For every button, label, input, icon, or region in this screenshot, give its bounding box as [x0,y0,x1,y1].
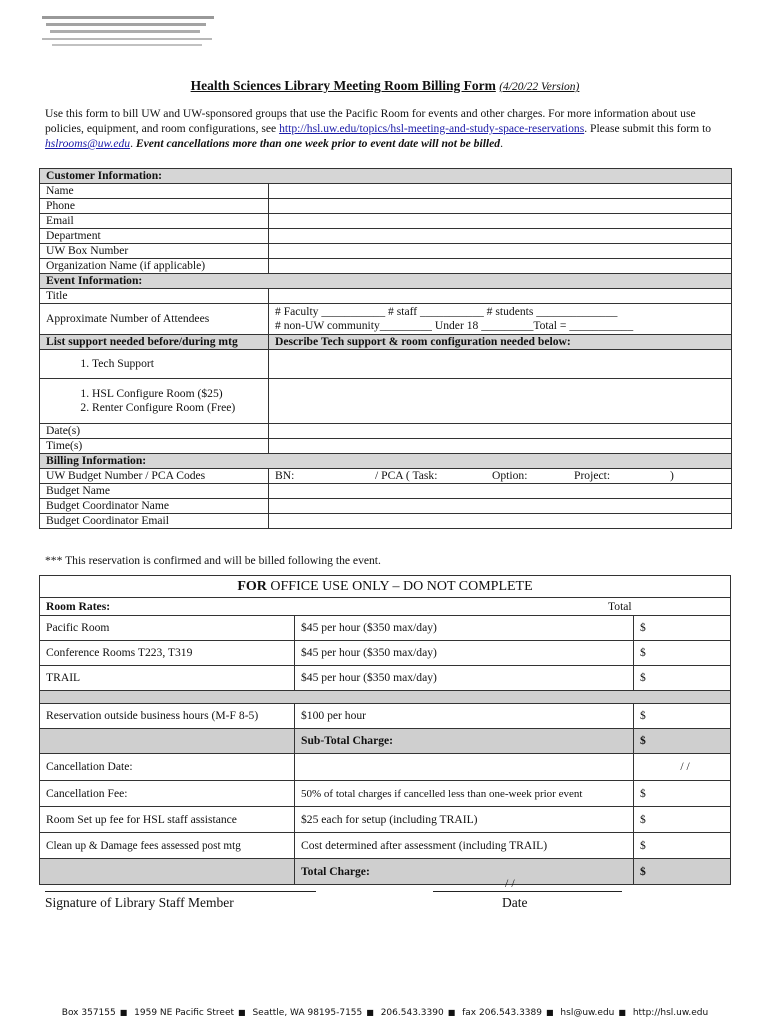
project-label: Project: [574,469,611,482]
total-blank [40,859,295,885]
room-rates-header: Room Rates: [46,599,111,613]
cancel-date-blank [295,754,634,781]
rates-table [39,597,731,885]
reservation-link[interactable]: http://hsl.uw.edu/topics/hsl-meeting-and-study-space-reservations [279,122,585,135]
email-field[interactable] [269,214,732,229]
office-bold: FOR [237,579,267,594]
outside-hours-label: Reservation outside business hours (M-F 8-5) [40,704,295,729]
department-field[interactable] [269,229,732,244]
confirmation-note: *** This reservation is confirmed and will be billed following the event. [45,554,381,567]
box-number-field[interactable] [269,244,732,259]
dates-label: Date(s) [40,424,269,439]
request-table [39,168,732,529]
footer-phone: 206.543.3390 [380,1008,444,1018]
attendees-line-1: # Faculty ___________ # staff ___________ # students ______________ [275,305,618,318]
setup-fee-amount[interactable]: $ [634,807,731,833]
intro-text-4: . [500,137,503,150]
form-version: (4/20/22 Version) [499,81,580,93]
attendees-line-2: # non-UW community_________ Under 18 _________Total = ___________ [275,319,634,332]
setup-fee-rate: $25 each for setup (including TRAIL) [295,807,634,833]
name-field[interactable] [269,184,732,199]
trail-amount[interactable]: $ [634,666,731,691]
phone-label: Phone [40,199,269,214]
budget-name-label: Budget Name [40,484,269,499]
times-label: Time(s) [40,439,269,454]
date-label: Date [502,895,528,910]
times-field[interactable] [269,439,732,454]
title-field[interactable] [269,289,732,304]
footer: Box 357155 ■ 1959 NE Pacific Street ■ Seattle, WA 98195-7155 ■ 206.543.3390 ■ fax 206.543.3389 ■ hsl@uw.edu ■ http://hsl.uw.edu [61,1008,709,1018]
tech-support-item: 1. Tech Support [92,357,268,371]
tech-support-field[interactable] [269,350,732,379]
total-charge-label: Total Charge: [295,859,634,885]
date-fill: / / [505,876,515,890]
box-number-label: UW Box Number [40,244,269,259]
config-option-1: 1. HSL Configure Room ($25) [92,387,268,401]
signature-line[interactable] [45,891,316,892]
date-line[interactable] [433,891,622,892]
total-charge-amount[interactable]: $ [634,859,731,885]
footer-url: http://hsl.uw.edu [632,1008,709,1018]
attendees-label: Approximate Number of Attendees [40,304,269,335]
intro-text-2: . Please submit this form to [584,122,712,135]
footer-street: 1959 NE Pacific Street [134,1008,235,1018]
coordinator-name-label: Budget Coordinator Name [40,499,269,514]
billing-header: Billing Information: [40,454,732,469]
cancel-fee-rate: 50% of total charges if cancelled less than one-week prior event [295,781,634,807]
conference-rooms-label: Conference Rooms T223, T319 [40,641,295,666]
customer-header: Customer Information: [40,169,732,184]
option-label: Option: [492,469,528,482]
footer-fax: fax 206.543.3389 [462,1008,542,1018]
dates-field[interactable] [269,424,732,439]
budget-number-label: UW Budget Number / PCA Codes [40,469,269,484]
intro-paragraph [45,106,735,151]
outside-hours-amount[interactable]: $ [634,704,731,729]
config-cell [40,379,269,424]
email-link[interactable]: hslrooms@uw.edu [45,137,131,150]
budget-name-field[interactable] [269,484,732,499]
organization-label: Organization Name (if applicable) [40,259,269,274]
organization-field[interactable] [269,259,732,274]
cancellation-notice: Event cancellations more than one week prior to event date will not be billed [135,137,501,150]
outside-hours-rate: $100 per hour [295,704,634,729]
cleanup-fee-amount[interactable]: $ [634,833,731,859]
uw-library-logo [42,14,216,50]
coordinator-email-label: Budget Coordinator Email [40,514,269,529]
form-title-main: Health Sciences Library Meeting Room Billing Form [190,78,496,93]
cleanup-fee-label: Clean up & Damage fees assessed post mtg [40,833,295,859]
support-header: List support needed before/during mtg [40,335,269,350]
intro-text: Use this form to bill UW and UW-sponsored groups that use the Pacific Room for events and other charges. For more information about use policies, equipment, and room configurations, see [45,107,696,135]
pca-label: / PCA ( Task: [375,469,438,482]
name-label: Name [40,184,269,199]
close-paren: ) [670,469,674,482]
footer-box: Box 357155 [61,1008,116,1018]
conference-rooms-amount[interactable]: $ [634,641,731,666]
subtotal-label: Sub-Total Charge: [295,729,634,754]
conference-rooms-rate: $45 per hour ($350 max/day) [295,641,634,666]
department-label: Department [40,229,269,244]
office-use-banner [39,575,731,598]
cancel-date-field[interactable]: / / [634,754,731,781]
config-option-2: 2. Renter Configure Room (Free) [92,401,268,415]
office-rest: OFFICE USE ONLY – DO NOT COMPLETE [266,579,533,594]
setup-fee-label: Room Set up fee for HSL staff assistance [40,807,295,833]
tech-header: Describe Tech support & room configuration needed below: [269,335,732,350]
tech-support-cell [40,350,269,379]
cancel-date-label: Cancellation Date: [40,754,295,781]
budget-number-field[interactable] [269,469,732,484]
form-title [0,78,770,94]
attendees-field[interactable] [269,304,732,335]
event-header: Event Information: [40,274,732,289]
subtotal-amount[interactable]: $ [634,729,731,754]
email-label: Email [40,214,269,229]
pacific-room-label: Pacific Room [40,616,295,641]
rates-header-row [40,598,731,616]
cancel-fee-label: Cancellation Fee: [40,781,295,807]
spacer-row [40,691,731,704]
cancel-fee-amount[interactable]: $ [634,781,731,807]
config-field[interactable] [269,379,732,424]
bn-label: BN: [275,469,295,482]
signature-label: Signature of Library Staff Member [45,895,234,910]
trail-label: TRAIL [40,666,295,691]
title-label: Title [40,289,269,304]
phone-field[interactable] [269,199,732,214]
footer-city: Seattle, WA 98195-7155 [252,1008,363,1018]
cleanup-fee-rate: Cost determined after assessment (including TRAIL) [295,833,634,859]
pacific-room-rate: $45 per hour ($350 max/day) [295,616,634,641]
total-header: Total [608,599,632,613]
trail-rate: $45 per hour ($350 max/day) [295,666,634,691]
subtotal-blank [40,729,295,754]
footer-email: hsl@uw.edu [560,1008,615,1018]
pacific-room-amount[interactable]: $ [634,616,731,641]
coordinator-email-field[interactable] [269,514,732,529]
intro-text-3: . [130,137,136,150]
coordinator-name-field[interactable] [269,499,732,514]
